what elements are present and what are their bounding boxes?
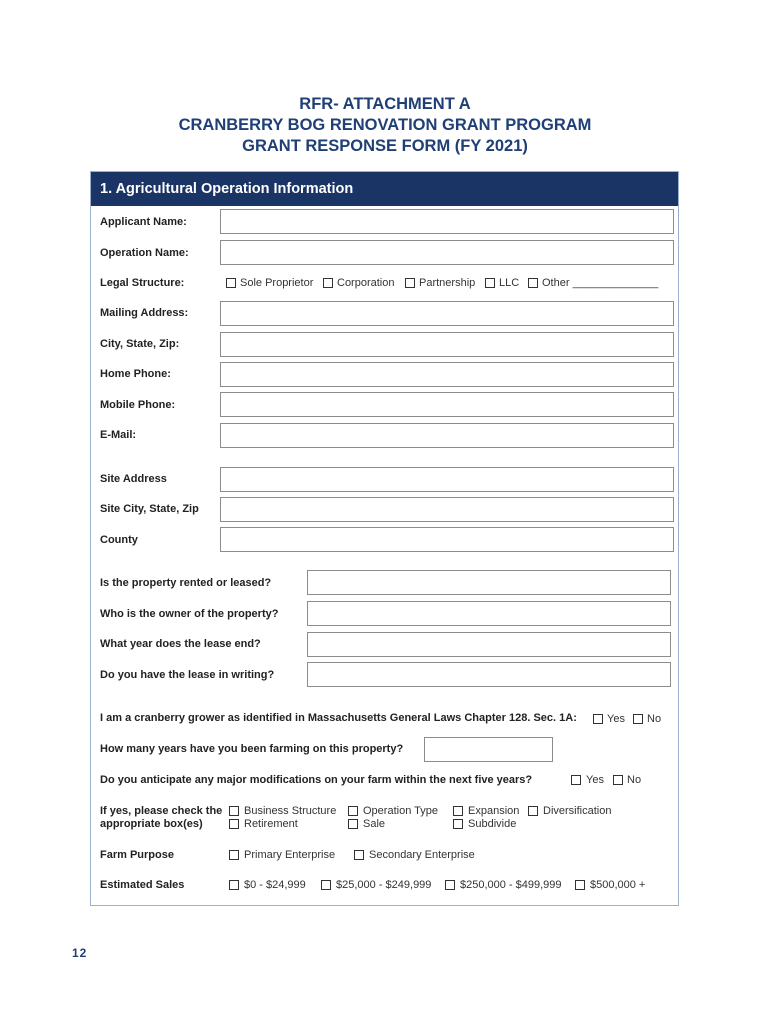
operation-type-option: Operation Type: [363, 805, 439, 817]
sale-checkbox[interactable]: [348, 819, 358, 829]
title-line-3: GRANT RESPONSE FORM (FY 2021): [242, 137, 528, 155]
form-title: [0, 94, 770, 157]
county-input[interactable]: [220, 527, 674, 552]
modifications-yes-option: Yes: [586, 774, 604, 786]
partnership-checkbox[interactable]: [405, 278, 415, 288]
expansion-option: Expansion: [468, 805, 520, 817]
email-input[interactable]: [220, 423, 674, 448]
corporation-checkbox[interactable]: [323, 278, 333, 288]
retirement-option: Retirement: [244, 818, 298, 830]
business-structure-option: Business Structure: [244, 805, 337, 817]
modifications-label: Do you anticipate any major modifications on your farm within the next five years?: [100, 774, 533, 786]
sale-option: Sale: [363, 818, 386, 830]
title-line-1: RFR- ATTACHMENT A: [299, 95, 471, 113]
modifications-yes-checkbox[interactable]: [571, 775, 581, 785]
mailing-address-label: Mailing Address:: [100, 307, 189, 319]
operation-type-checkbox[interactable]: [348, 806, 358, 816]
primary-enterprise-checkbox[interactable]: [229, 850, 239, 860]
lease-end-input[interactable]: [307, 632, 671, 657]
grant-response-form: [90, 171, 679, 906]
llc-option: LLC: [499, 277, 520, 289]
llc-checkbox[interactable]: [485, 278, 495, 288]
modifications-no-option: No: [627, 774, 642, 786]
estimated-sales-label: Estimated Sales: [100, 879, 185, 891]
grower-label: I am a cranberry grower as identified in Massachusetts General Laws Chapter 128. Sec. 1A:: [100, 712, 577, 724]
owner-label: Who is the owner of the property?: [100, 608, 279, 620]
sales-25000-249999-checkbox[interactable]: [321, 880, 331, 890]
sales-250000-499999-checkbox[interactable]: [445, 880, 455, 890]
farm-purpose-label: Farm Purpose: [100, 849, 174, 861]
home-phone-label: Home Phone:: [100, 368, 171, 380]
rented-leased-input[interactable]: [307, 570, 671, 595]
business-structure-checkbox[interactable]: [229, 806, 239, 816]
grower-no-checkbox[interactable]: [633, 714, 643, 724]
applicant-name-label: Applicant Name:: [100, 216, 187, 228]
years-farming-label: How many years have you been farming on this property?: [100, 743, 404, 755]
lease-writing-input[interactable]: [307, 662, 671, 687]
other-option: Other ______________: [542, 277, 659, 289]
sole-proprietor-option: Sole Proprietor: [240, 277, 314, 289]
diversification-checkbox[interactable]: [528, 806, 538, 816]
lease-writing-label: Do you have the lease in writing?: [100, 669, 275, 681]
years-farming-input[interactable]: [424, 737, 553, 762]
if-yes-label-line-1: If yes, please check the: [100, 805, 223, 817]
subdivide-checkbox[interactable]: [453, 819, 463, 829]
title-line-2: CRANBERRY BOG RENOVATION GRANT PROGRAM: [178, 116, 592, 134]
sales-500000-plus-option: $500,000 +: [590, 879, 646, 891]
corporation-option: Corporation: [337, 277, 395, 289]
sales-0-24999-option: $0 - $24,999: [244, 879, 306, 891]
grower-yes-checkbox[interactable]: [593, 714, 603, 724]
subdivide-option: Subdivide: [468, 818, 517, 830]
sales-0-24999-checkbox[interactable]: [229, 880, 239, 890]
mobile-phone-input[interactable]: [220, 392, 674, 417]
email-label: E-Mail:: [100, 429, 137, 441]
sales-25000-249999-option: $25,000 - $249,999: [336, 879, 432, 891]
site-address-label: Site Address: [100, 473, 167, 485]
modifications-no-checkbox[interactable]: [613, 775, 623, 785]
diversification-option: Diversification: [543, 805, 612, 817]
sole-proprietor-checkbox[interactable]: [226, 278, 236, 288]
site-city-label: Site City, State, Zip: [100, 503, 199, 515]
other-checkbox[interactable]: [528, 278, 538, 288]
grower-no-option: No: [647, 713, 662, 725]
county-label: County: [100, 534, 138, 546]
legal-structure-label: Legal Structure:: [100, 277, 185, 289]
home-phone-input[interactable]: [220, 362, 674, 387]
site-address-input[interactable]: [220, 467, 674, 492]
sales-250000-499999-option: $250,000 - $499,999: [460, 879, 562, 891]
operation-name-input[interactable]: [220, 240, 674, 265]
secondary-enterprise-option: Secondary Enterprise: [369, 849, 475, 861]
city-state-zip-label: City, State, Zip:: [100, 338, 180, 350]
grower-yes-option: Yes: [607, 713, 625, 725]
page-number: 12: [72, 946, 88, 960]
if-yes-label-line-2: appropriate box(es): [100, 818, 203, 830]
secondary-enterprise-checkbox[interactable]: [354, 850, 364, 860]
rented-leased-label: Is the property rented or leased?: [100, 577, 272, 589]
owner-input[interactable]: [307, 601, 671, 626]
mobile-phone-label: Mobile Phone:: [100, 399, 176, 411]
city-state-zip-input[interactable]: [220, 332, 674, 357]
primary-enterprise-option: Primary Enterprise: [244, 849, 336, 861]
lease-end-label: What year does the lease end?: [100, 638, 261, 650]
sales-500000-plus-checkbox[interactable]: [575, 880, 585, 890]
site-city-input[interactable]: [220, 497, 674, 522]
partnership-option: Partnership: [419, 277, 476, 289]
mailing-address-input[interactable]: [220, 301, 674, 326]
applicant-name-input[interactable]: [220, 209, 674, 234]
retirement-checkbox[interactable]: [229, 819, 239, 829]
expansion-checkbox[interactable]: [453, 806, 463, 816]
section-heading: 1. Agricultural Operation Information: [91, 172, 678, 206]
operation-name-label: Operation Name:: [100, 247, 189, 259]
